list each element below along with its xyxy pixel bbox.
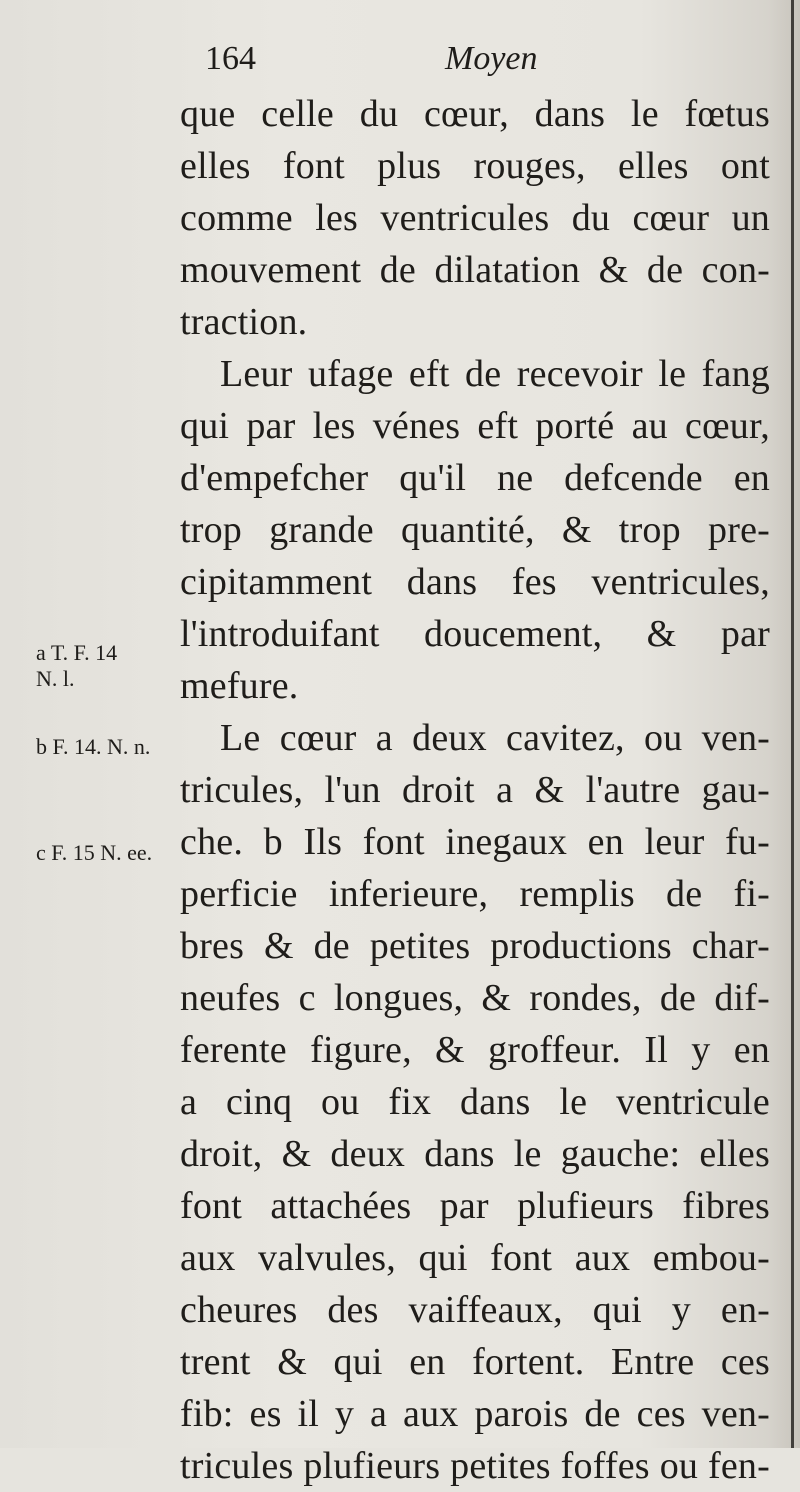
text-line: l'introduifant doucement, & par: [180, 613, 770, 655]
page-edge-shadow: [791, 0, 794, 1448]
text-line: perficie inferieure, remplis de fi-: [180, 873, 770, 915]
text-line: qui par les vénes eft porté au cœur,: [180, 405, 770, 447]
body-text: [180, 88, 770, 1492]
text-line: cipitamment dans fes ventricules,: [180, 561, 770, 603]
text-line: mouvement de dilatation & de con-: [180, 249, 770, 291]
text-line: tricules plufieurs petites foffes ou fen-: [180, 1445, 770, 1487]
text-line: a cinq ou fix dans le ventricule: [180, 1081, 770, 1123]
running-head-title: Moyen: [445, 40, 538, 77]
text-line: bres & de petites productions char-: [180, 925, 770, 967]
margin-note-a-line1: a T. F. 14: [36, 640, 118, 665]
text-line: cheures des vaiffeaux, qui y en-: [180, 1289, 770, 1331]
margin-note-b-line1: b F. 14. N. n.: [36, 734, 151, 759]
text-line: font attachées par plufieurs fibres: [180, 1185, 770, 1227]
text-line: trop grande quantité, & trop pre-: [180, 509, 770, 551]
text-line: d'empefcher qu'il ne defcende en: [180, 457, 770, 499]
text-line: neufes c longues, & rondes, de dif-: [180, 977, 770, 1019]
text-line: mefure.: [180, 665, 299, 707]
running-head: [205, 40, 725, 88]
text-line: che. b Ils font inegaux en leur fu-: [180, 821, 770, 863]
text-line: Le cœur a deux cavitez, ou ven-: [220, 717, 770, 759]
margin-note-b: [36, 734, 150, 760]
text-line: ferente figure, & groffeur. Il y en: [180, 1029, 770, 1071]
text-line: Leur ufage eft de recevoir le fang: [220, 353, 770, 395]
margin-note-a-line2: N. l.: [36, 666, 75, 691]
margin-note-c: [36, 840, 152, 866]
text-line: comme les ventricules du cœur un: [180, 197, 770, 239]
margin-note-a: [36, 640, 117, 692]
text-line: que celle du cœur, dans le fœtus: [180, 93, 770, 135]
text-line: trent & qui en fortent. Entre ces: [180, 1341, 770, 1383]
page-number: 164: [205, 40, 256, 77]
text-line: tricules, l'un droit a & l'autre gau-: [180, 769, 770, 811]
margin-note-c-line1: c F. 15 N. ee.: [36, 840, 153, 865]
text-line: droit, & deux dans le gauche: elles: [180, 1133, 770, 1175]
text-line: traction.: [180, 301, 308, 343]
text-line: fib: es il y a aux parois de ces ven-: [180, 1393, 770, 1435]
text-line: elles font plus rouges, elles ont: [180, 145, 770, 187]
text-line: aux valvules, qui font aux embou-: [180, 1237, 770, 1279]
